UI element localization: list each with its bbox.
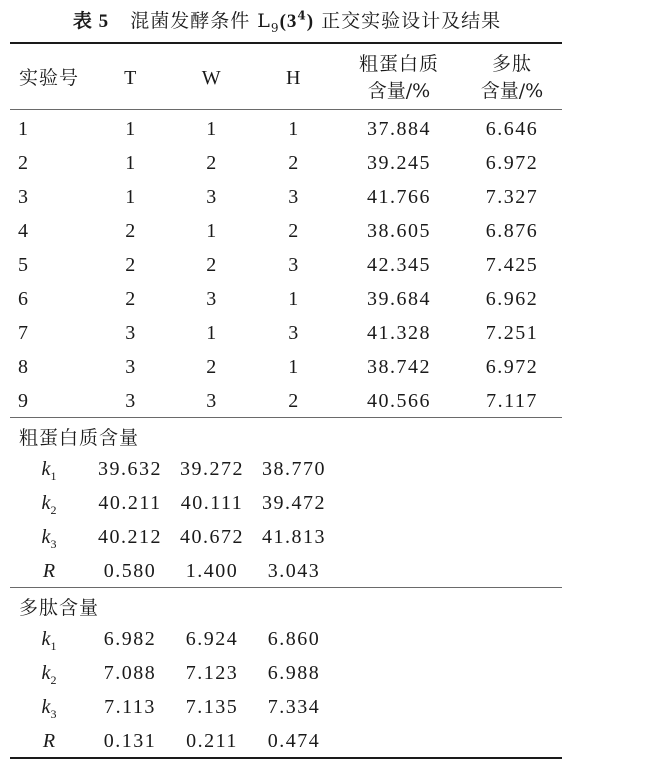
- stat-symbol: [42, 627, 57, 658]
- table-cell-t: 1: [125, 118, 137, 140]
- header-run: 实验号: [19, 67, 80, 89]
- stat-symbol: [42, 457, 57, 488]
- stat-value-t: 40.211: [98, 492, 162, 514]
- header-protein-line2: 含量/%: [367, 80, 431, 102]
- table-cell-h: 1: [288, 118, 300, 140]
- table-cell-protein: 37.884: [367, 118, 431, 140]
- header-t: T: [124, 67, 138, 89]
- stat-value-w: 39.272: [180, 458, 244, 480]
- table-cell-protein: 39.245: [367, 152, 431, 174]
- stat-symbol-subscript: 2: [50, 503, 57, 517]
- stat-symbol-subscript: 1: [50, 469, 57, 483]
- table-cell-peptide: 6.646: [485, 118, 539, 140]
- stat-symbol-subscript: 2: [50, 673, 57, 687]
- table-cell-h: 3: [288, 186, 300, 208]
- section-rule-1: [10, 417, 562, 418]
- stat-value-t: 40.212: [98, 526, 162, 548]
- table-cell-w: 1: [206, 118, 218, 140]
- table-cell-h: 2: [288, 220, 300, 242]
- stat-value-t: 0.580: [103, 560, 157, 582]
- table-cell-peptide: 6.876: [485, 220, 539, 242]
- top-rule: [10, 42, 562, 44]
- stat-value-h: 38.770: [262, 458, 326, 480]
- table-cell-peptide: 7.327: [485, 186, 539, 208]
- stat-value-h: 41.813: [262, 526, 326, 548]
- table-cell-run: 9: [18, 390, 30, 412]
- stat-value-w: 1.400: [185, 560, 239, 582]
- stat-value-w: 6.924: [185, 628, 239, 650]
- header-w: W: [201, 67, 223, 89]
- table-cell-t: 3: [125, 356, 137, 378]
- section-rule-2: [10, 587, 562, 588]
- table-cell-w: 2: [206, 356, 218, 378]
- stat-symbol: [43, 729, 55, 753]
- table-cell-protein: 38.605: [367, 220, 431, 242]
- caption-superscript: 4: [297, 8, 307, 23]
- table-cell-h: 2: [288, 390, 300, 412]
- table-cell-peptide: 6.962: [485, 288, 539, 310]
- stat-value-t: 7.088: [103, 662, 157, 684]
- table-cell-w: 3: [206, 288, 218, 310]
- header-peptide-line1: 多肽: [491, 53, 532, 75]
- stat-value-w: 40.672: [180, 526, 244, 548]
- table-cell-run: 7: [18, 322, 30, 344]
- table-cell-h: 3: [288, 322, 300, 344]
- table-cell-run: 1: [18, 118, 30, 140]
- table-cell-protein: 41.766: [367, 186, 431, 208]
- table-cell-peptide: 7.425: [485, 254, 539, 276]
- table-cell-run: 3: [18, 186, 30, 208]
- stat-symbol-subscript: 1: [50, 639, 57, 653]
- table-cell-protein: 39.684: [367, 288, 431, 310]
- table-cell-protein: 41.328: [367, 322, 431, 344]
- table-number: 表 5: [72, 11, 110, 32]
- table-cell-w: 1: [206, 322, 218, 344]
- table-cell-w: 2: [206, 254, 218, 276]
- table-cell-peptide: 6.972: [485, 152, 539, 174]
- caption-text-before: 混菌发酵条件 L: [130, 10, 271, 32]
- header-protein-line1: 粗蛋白质: [358, 53, 440, 75]
- stat-symbol-subscript: 3: [50, 707, 57, 721]
- table-cell-w: 1: [206, 220, 218, 242]
- table-caption: [0, 6, 574, 35]
- stat-symbol: [42, 525, 57, 556]
- stat-symbol-letter: k: [41, 492, 51, 514]
- caption-text-after: 正交实验设计及结果: [321, 10, 502, 32]
- stat-symbol-subscript: 3: [50, 537, 57, 551]
- stat-value-w: 40.111: [180, 492, 244, 514]
- table-cell-run: 4: [18, 220, 30, 242]
- stat-symbol-letter: k: [41, 526, 51, 548]
- table-cell-w: 3: [206, 186, 218, 208]
- stat-value-h: 39.472: [262, 492, 326, 514]
- section-title-protein: 粗蛋白质含量: [19, 427, 140, 449]
- table-cell-run: 5: [18, 254, 30, 276]
- stat-value-t: 7.113: [104, 696, 156, 718]
- table-cell-h: 1: [288, 288, 300, 310]
- header-rule: [10, 109, 562, 110]
- header-h: H: [286, 67, 302, 89]
- stat-symbol-letter: R: [42, 730, 56, 752]
- stat-value-w: 7.135: [185, 696, 239, 718]
- table-cell-t: 1: [125, 152, 137, 174]
- stat-symbol: [42, 491, 57, 522]
- section-title-peptide: 多肽含量: [19, 597, 100, 619]
- stat-value-t: 6.982: [103, 628, 157, 650]
- table-cell-protein: 38.742: [367, 356, 431, 378]
- table-cell-h: 3: [288, 254, 300, 276]
- table-cell-run: 8: [18, 356, 30, 378]
- stat-value-w: 0.211: [186, 730, 238, 752]
- table-cell-protein: 40.566: [367, 390, 431, 412]
- table-cell-peptide: 7.117: [486, 390, 538, 412]
- table-cell-t: 1: [125, 186, 137, 208]
- stat-symbol: [43, 559, 55, 583]
- table-cell-w: 2: [206, 152, 218, 174]
- stat-symbol-letter: k: [41, 696, 51, 718]
- table-cell-run: 6: [18, 288, 30, 310]
- table-cell-protein: 42.345: [367, 254, 431, 276]
- table-cell-w: 3: [206, 390, 218, 412]
- stat-symbol: [42, 661, 57, 692]
- stat-value-t: 0.131: [103, 730, 157, 752]
- table-cell-t: 3: [125, 390, 137, 412]
- table-cell-t: 3: [125, 322, 137, 344]
- table-cell-t: 2: [125, 288, 137, 310]
- stat-value-w: 7.123: [185, 662, 239, 684]
- stat-value-t: 39.632: [98, 458, 162, 480]
- stat-symbol-letter: k: [41, 628, 51, 650]
- header-peptide-line2: 含量/%: [480, 80, 544, 102]
- stat-symbol-letter: R: [42, 560, 56, 582]
- table-cell-h: 1: [288, 356, 300, 378]
- stat-symbol: [42, 695, 57, 726]
- header-protein: [359, 51, 439, 105]
- stat-value-h: 0.474: [267, 730, 321, 752]
- table-cell-run: 2: [18, 152, 30, 174]
- stat-value-h: 6.860: [267, 628, 321, 650]
- table-cell-h: 2: [288, 152, 300, 174]
- caption-paren-open: (3: [279, 11, 298, 32]
- header-peptide: [481, 51, 543, 105]
- table-cell-t: 2: [125, 254, 137, 276]
- stat-value-h: 6.988: [267, 662, 321, 684]
- caption-subscript: 9: [270, 20, 280, 35]
- stat-symbol-letter: k: [41, 458, 51, 480]
- table-cell-peptide: 7.251: [485, 322, 539, 344]
- caption-paren-close: ): [306, 11, 315, 32]
- stat-symbol-letter: k: [41, 662, 51, 684]
- table-cell-t: 2: [125, 220, 137, 242]
- bottom-rule: [10, 757, 562, 759]
- stat-value-h: 7.334: [267, 696, 321, 718]
- stat-value-h: 3.043: [267, 560, 321, 582]
- table-cell-peptide: 6.972: [485, 356, 539, 378]
